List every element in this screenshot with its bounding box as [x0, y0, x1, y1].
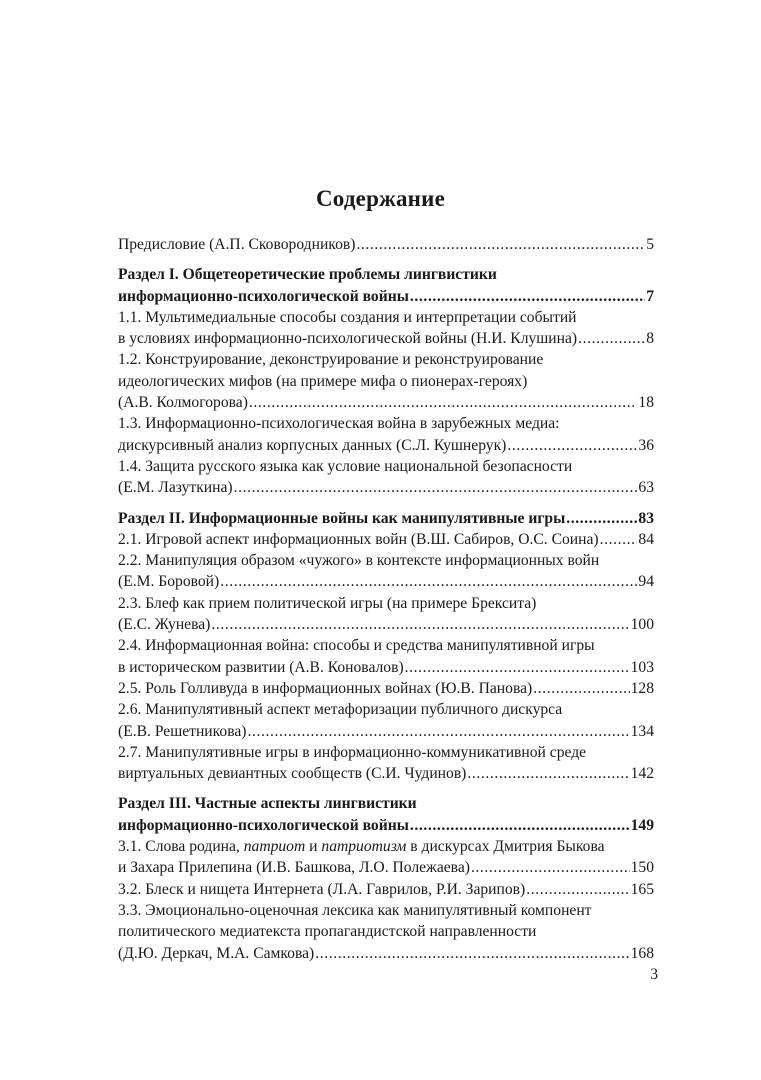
toc-entry-text: виртуальных девиантных сообществ (С.И. Чудинов)	[118, 765, 467, 783]
toc-entry-text: 2.7. Манипулятивные игры в информационно-коммуникативной среде	[118, 743, 587, 761]
toc-entry-text: политического медиатекста пропагандистской направленности	[118, 923, 537, 941]
toc-section-3[interactable]	[118, 793, 654, 836]
toc-entry-text: Предисловие (А.П. Сковородников)	[118, 236, 356, 253]
toc-entry-2-5[interactable]	[118, 678, 654, 699]
toc-page-number: 94	[638, 573, 654, 591]
toc-entry-text: 2.6. Манипулятивный аспект метафоризации публичного дискурса	[118, 701, 563, 719]
toc-entry-text: и Захара Прилепина (И.В. Башкова, Л.О. Полежаева)	[118, 859, 470, 877]
toc-page-number: 128	[630, 679, 654, 697]
toc-entry-text: 2.3. Блеф как прием политической игры (на примере Брексита)	[118, 594, 537, 612]
dot-leader	[220, 571, 637, 592]
toc-page-number: 168	[630, 944, 654, 962]
toc-entry-2-7[interactable]	[118, 742, 654, 785]
toc-page-number: 149	[630, 816, 654, 834]
dot-leader	[234, 477, 638, 498]
toc-entry-2-1[interactable]	[118, 529, 654, 550]
dot-leader	[410, 815, 630, 836]
dot-leader	[600, 529, 638, 550]
section-heading: информационно-психологической войны	[118, 816, 409, 834]
toc-page-number: 103	[630, 658, 654, 676]
toc-entry-3-2[interactable]	[118, 879, 654, 900]
toc-entry-text: 2.1. Игровой аспект информационных войн (В.Ш. Сабиров, О.С. Соина)	[118, 530, 599, 548]
toc-entry-text: (Е.М. Боровой)	[118, 573, 220, 591]
toc-entry-3-3[interactable]	[118, 900, 654, 964]
dot-leader	[507, 435, 637, 456]
toc-page-number: 100	[630, 616, 654, 634]
dot-leader	[526, 879, 629, 900]
toc-page-number: 142	[630, 765, 654, 783]
toc-page-number: 134	[630, 722, 654, 740]
toc-entry-text: 2.2. Манипуляция образом «чужого» в контексте информационных войн	[118, 552, 600, 570]
toc-entry-2-3[interactable]	[118, 593, 654, 636]
toc-entry-2-6[interactable]	[118, 699, 654, 742]
toc-entry-text: (Е.В. Решетникова)	[118, 722, 247, 740]
toc-entry-preface[interactable]	[118, 234, 654, 255]
dot-leader	[467, 763, 629, 784]
toc-page-number: 83	[638, 509, 654, 527]
table-of-contents	[118, 234, 654, 964]
toc-entry-text: 1.1. Мультимедиальные способы создания и интерпретации событий	[118, 308, 577, 326]
toc-page-number: 63	[638, 479, 654, 497]
toc-entry-text: (А.В. Колмогорова)	[118, 394, 248, 412]
toc-entry-text: 3.3. Эмоционально-оценочная лексика как манипулятивный компонент	[118, 901, 592, 919]
toc-entry-text: (Е.С. Жунева)	[118, 616, 211, 634]
section-heading: Раздел II. Информационные войны как манипулятивные игры	[118, 509, 566, 527]
toc-entry-text: 2.5. Роль Голливуда в информационных войнах (Ю.В. Панова)	[118, 679, 533, 697]
toc-page-number: 165	[630, 880, 654, 898]
dot-leader	[356, 234, 645, 255]
dot-leader	[566, 508, 637, 529]
toc-entry-1-3[interactable]	[118, 413, 654, 456]
section-heading: Раздел I. Общетеоретические проблемы лингвистики	[118, 266, 497, 284]
toc-entry-text: 1.2. Конструирование, деконструирование и реконструирование	[118, 351, 544, 369]
toc-entry-text: 1.3. Информационно-психологическая война в зарубежных медиа:	[118, 415, 560, 433]
toc-entry-text: 3.1. Слова родина, патриот и патриотизм в дискурсах Дмитрия Быкова	[118, 838, 605, 856]
dot-leader	[471, 857, 630, 878]
toc-entry-1-4[interactable]	[118, 456, 654, 499]
toc-page-number: 150	[630, 859, 654, 877]
dot-leader	[405, 657, 630, 678]
section-heading: информационно-психологической войны	[118, 287, 409, 305]
dot-leader	[315, 943, 629, 964]
toc-page-number: 18	[638, 394, 654, 412]
toc-page-number: 7	[646, 287, 654, 305]
toc-page-number: 36	[638, 436, 654, 454]
toc-section-2[interactable]	[118, 508, 654, 529]
toc-entry-text: в условиях информационно-психологической войны (Н.И. Клушина)	[118, 330, 578, 348]
toc-entry-2-4[interactable]	[118, 635, 654, 678]
section-heading: Раздел III. Частные аспекты лингвистики	[118, 795, 417, 813]
toc-entry-1-1[interactable]	[118, 307, 654, 350]
dot-leader	[211, 614, 629, 635]
toc-entry-text: 2.4. Информационная война: способы и средства манипулятивной игры	[118, 637, 595, 655]
toc-section-1[interactable]	[118, 264, 654, 307]
page-number: 3	[650, 966, 658, 983]
dot-leader	[410, 286, 645, 307]
toc-page-number: 84	[638, 530, 654, 548]
toc-entry-text: в историческом развитии (А.В. Коновалов)	[118, 658, 404, 676]
toc-entry-text: 3.2. Блеск и нищета Интернета (Л.А. Гаврилов, Р.И. Зарипов)	[118, 880, 526, 898]
dot-leader	[248, 721, 630, 742]
toc-entry-3-1[interactable]	[118, 836, 654, 879]
dot-leader	[533, 678, 629, 699]
toc-entry-text: дискурсивный анализ корпусных данных (С.Л. Кушнерук)	[118, 436, 507, 454]
toc-entry-text: (Д.Ю. Деркач, М.А. Самкова)	[118, 944, 315, 962]
page-title: Содержание	[316, 186, 445, 211]
dot-leader	[249, 392, 638, 413]
toc-entry-text: (Е.М. Лазуткина)	[118, 479, 233, 497]
toc-entry-text: идеологических мифов (на примере мифа о пионерах-героях)	[118, 372, 528, 390]
toc-page-number: 5	[646, 236, 654, 253]
toc-page-number: 8	[646, 330, 654, 348]
toc-entry-text: 1.4. Защита русского языка как условие национальной безопасности	[118, 457, 573, 475]
toc-entry-2-2[interactable]	[118, 550, 654, 593]
dot-leader	[578, 328, 645, 349]
toc-entry-1-2[interactable]	[118, 349, 654, 413]
